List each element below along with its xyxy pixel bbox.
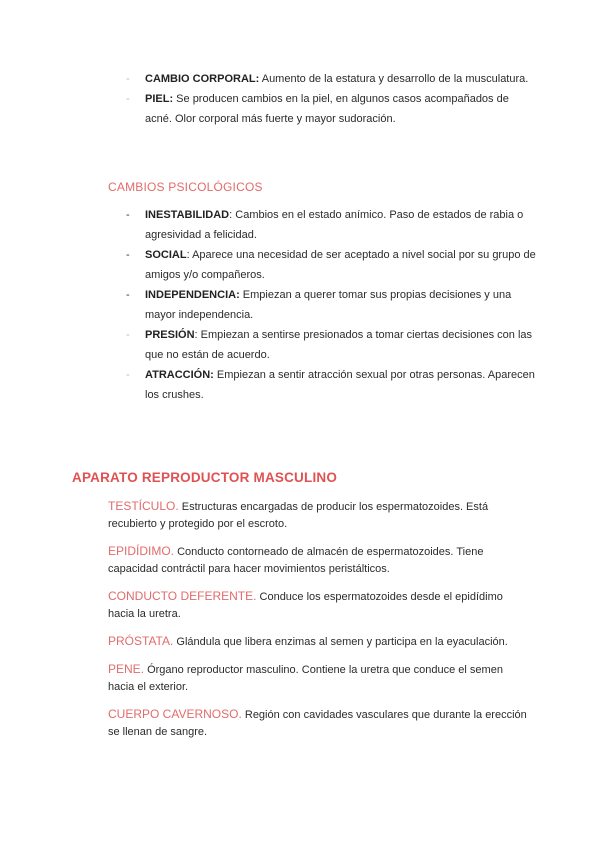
- item-text: : Cambios en el estado anímico. Paso de estados de rabia o agresividad a felicidad.: [145, 209, 524, 241]
- list-item: [126, 325, 536, 365]
- item-term: ATRACCIÓN:: [145, 369, 214, 381]
- organ-description: Conducto contorneado de almacén de espermatozoides. Tiene capacidad contráctil para hacer movimientos peristálticos.: [108, 546, 484, 575]
- organs-list: [108, 498, 528, 751]
- organ-description: Estructuras encargadas de producir los espermatozoides. Está recubierto y protegido por el escroto.: [108, 501, 489, 530]
- organ-entry: [108, 588, 528, 623]
- bullet-dash: -: [126, 249, 130, 261]
- item-text: : Empiezan a sentirse presionados a tomar ciertas decisiones con las que no están de acuerdo.: [145, 329, 533, 361]
- list-item: [126, 69, 536, 89]
- psychological-changes-heading: CAMBIOS PSICOLÓGICOS: [108, 180, 263, 194]
- bullet-dash: -: [126, 289, 130, 301]
- bullet-dash: -: [126, 93, 130, 105]
- bullet-dash: -: [126, 329, 130, 341]
- physical-changes-list: [126, 69, 536, 129]
- bullet-dash: -: [126, 209, 130, 221]
- organ-name: TESTÍCULO.: [108, 499, 179, 513]
- item-text: Aumento de la estatura y desarrollo de la musculatura.: [259, 73, 529, 85]
- item-term: INDEPENDENCIA:: [145, 289, 240, 301]
- item-term: CAMBIO CORPORAL:: [145, 73, 260, 85]
- item-term: PRESIÓN: [145, 329, 195, 341]
- organ-description: Región con cavidades vasculares que durante la erección se llenan de sangre.: [108, 709, 527, 738]
- organ-entry: [108, 543, 528, 578]
- item-text: : Aparece una necesidad de ser aceptado a nivel social por su grupo de amigos y/o compañeros.: [145, 249, 536, 281]
- item-text: Empiezan a querer tomar sus propias decisiones y una mayor independencia.: [145, 289, 512, 321]
- item-term: INESTABILIDAD: [145, 209, 230, 221]
- organ-name: CUERPO CAVERNOSO.: [108, 707, 242, 721]
- organ-name: CONDUCTO DEFERENTE.: [108, 589, 257, 603]
- list-item: [126, 245, 536, 285]
- organ-description: Glándula que libera enzimas al semen y participa en la eyaculación.: [173, 636, 508, 648]
- organ-entry: [108, 706, 528, 741]
- list-item: [126, 365, 536, 405]
- list-item: [126, 89, 536, 129]
- item-text: Se producen cambios en la piel, en algunos casos acompañados de acné. Olor corporal más fuerte y mayor sudoración.: [145, 93, 509, 125]
- psychological-changes-list: [126, 205, 536, 405]
- item-term: PIEL:: [145, 93, 174, 105]
- organ-name: PENE.: [108, 662, 145, 676]
- organ-name: EPIDÍDIMO.: [108, 544, 175, 558]
- organ-description: Conduce los espermatozoides desde el epidídimo hacia la uretra.: [108, 591, 503, 620]
- item-text: Empiezan a sentir atracción sexual por otras personas. Aparecen los crushes.: [145, 369, 535, 401]
- item-term: SOCIAL: [145, 249, 187, 261]
- bullet-dash: -: [126, 73, 130, 85]
- organ-entry: [108, 633, 528, 651]
- organ-description: Órgano reproductor masculino. Contiene la uretra que conduce el semen hacia el exterior.: [108, 664, 503, 693]
- bullet-dash: -: [126, 369, 130, 381]
- organ-entry: [108, 661, 528, 696]
- reproductive-system-heading: APARATO REPRODUCTOR MASCULINO: [72, 470, 338, 485]
- list-item: [126, 205, 536, 245]
- organ-entry: [108, 498, 528, 533]
- list-item: [126, 285, 536, 325]
- organ-name: PRÓSTATA.: [108, 634, 174, 648]
